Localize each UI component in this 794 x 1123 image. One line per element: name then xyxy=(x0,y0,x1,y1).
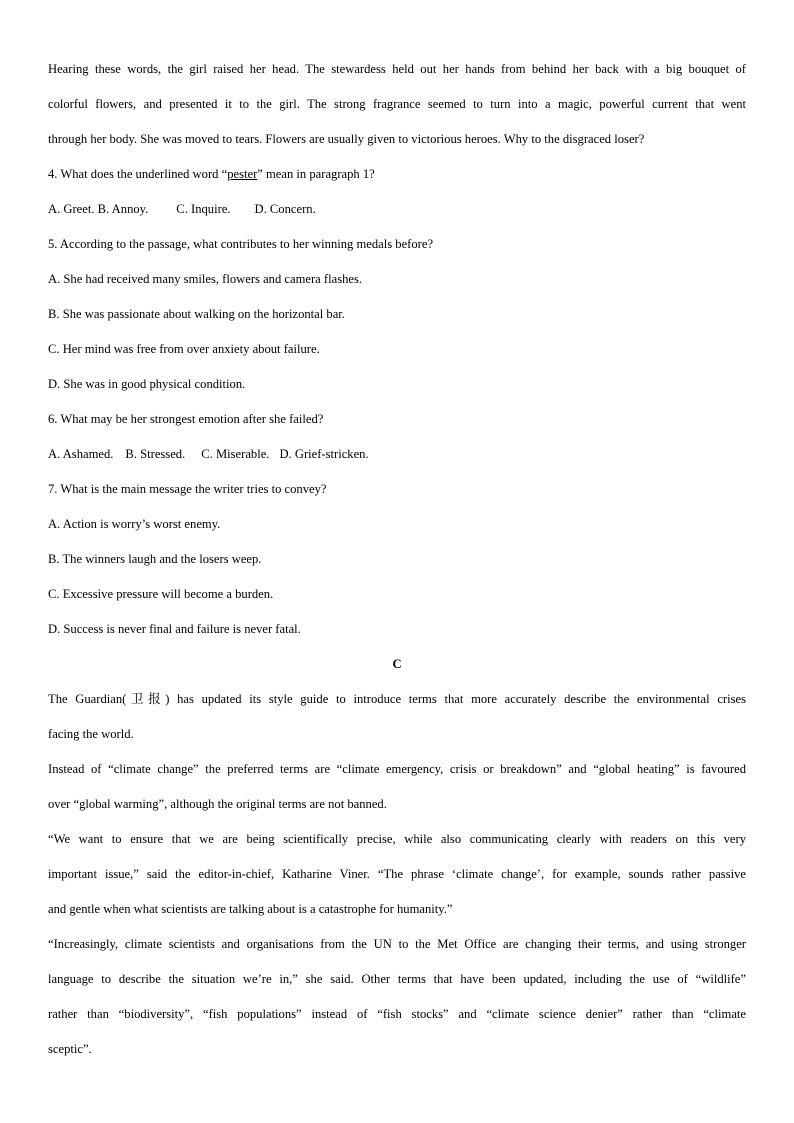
option-b: B. The winners laugh and the losers weep. xyxy=(48,552,262,566)
option-a: A. Action is worry’s worst enemy. xyxy=(48,517,221,531)
paragraph-line: Hearing these words, the girl raised her head. The stewardess held out her hands from behind her back with a big bouquet of xyxy=(48,62,746,76)
option-d: D. She was in good physical condition. xyxy=(48,377,246,391)
paragraph-line: “Increasingly, climate scientists and organisations from the UN to the Met Office are changing their terms, and using stronger xyxy=(48,937,746,951)
section-heading: C xyxy=(392,657,402,671)
option-d: D. Success is never final and failure is never fatal. xyxy=(48,622,301,636)
option-c: C. Excessive pressure will become a burden. xyxy=(48,587,274,601)
option-d: D. Concern. xyxy=(254,202,316,216)
question-7-stem: 7. What is the main message the writer tries to convey? xyxy=(48,482,327,496)
paragraph-line: important issue,” said the editor-in-chief, Katharine Viner. “The phrase ‘climate change’, for example, sounds rather passive xyxy=(48,867,746,881)
document-page xyxy=(48,52,746,1067)
option-c: C. Her mind was free from over anxiety about failure. xyxy=(48,342,320,356)
question-stem-text: ” mean in paragraph 1? xyxy=(257,167,375,181)
option-b: B. She was passionate about walking on the horizontal bar. xyxy=(48,307,345,321)
option-c: C. Miserable. xyxy=(201,447,270,461)
question-6-stem: 6. What may be her strongest emotion after she failed? xyxy=(48,412,324,426)
paragraph-line: rather than “biodiversity”, “fish populations” instead of “fish stocks” and “climate science denier” rather than “climate xyxy=(48,1007,746,1021)
option-b: B. Stressed. xyxy=(125,447,186,461)
underlined-word: pester xyxy=(227,167,258,181)
question-4-options xyxy=(48,192,746,227)
paragraph-line: language to describe the situation we’re in,” she said. Other terms that have been updated, including the use of “wildlife” xyxy=(48,972,746,986)
paragraph-line: and gentle when what scientists are talking about is a catastrophe for humanity.” xyxy=(48,902,453,916)
option-c: C. Inquire. xyxy=(176,202,231,216)
option-b: B. Annoy. xyxy=(97,202,149,216)
option-a: A. Ashamed. xyxy=(48,447,114,461)
question-6-options xyxy=(48,437,746,472)
paragraph-line: through her body. She was moved to tears. Flowers are usually given to victorious heroes. Why to the disgraced loser? xyxy=(48,132,645,146)
option-a: A. Greet. xyxy=(48,202,95,216)
paragraph-line: over “global warming”, although the original terms are not banned. xyxy=(48,797,387,811)
paragraph-line: colorful flowers, and presented it to the girl. The strong fragrance seemed to turn into a magic, powerful current that went xyxy=(48,97,746,111)
paragraph-line: “We want to ensure that we are being scientifically precise, while also communicating clearly with readers on this very xyxy=(48,832,746,846)
paragraph-line: facing the world. xyxy=(48,727,134,741)
question-stem-text: 4. What does the underlined word “ xyxy=(48,167,228,181)
option-a: A. She had received many smiles, flowers and camera flashes. xyxy=(48,272,363,286)
question-5-stem: 5. According to the passage, what contributes to her winning medals before? xyxy=(48,237,434,251)
question-4-stem xyxy=(48,157,746,192)
option-d: D. Grief-stricken. xyxy=(279,447,369,461)
paragraph-line: sceptic”. xyxy=(48,1042,92,1056)
paragraph-line: The Guardian(卫报) has updated its style guide to introduce terms that more accurately describe the environmental crises xyxy=(48,692,746,706)
paragraph-line: Instead of “climate change” the preferred terms are “climate emergency, crisis or breakdown” and “global heating” is favoured xyxy=(48,762,746,776)
